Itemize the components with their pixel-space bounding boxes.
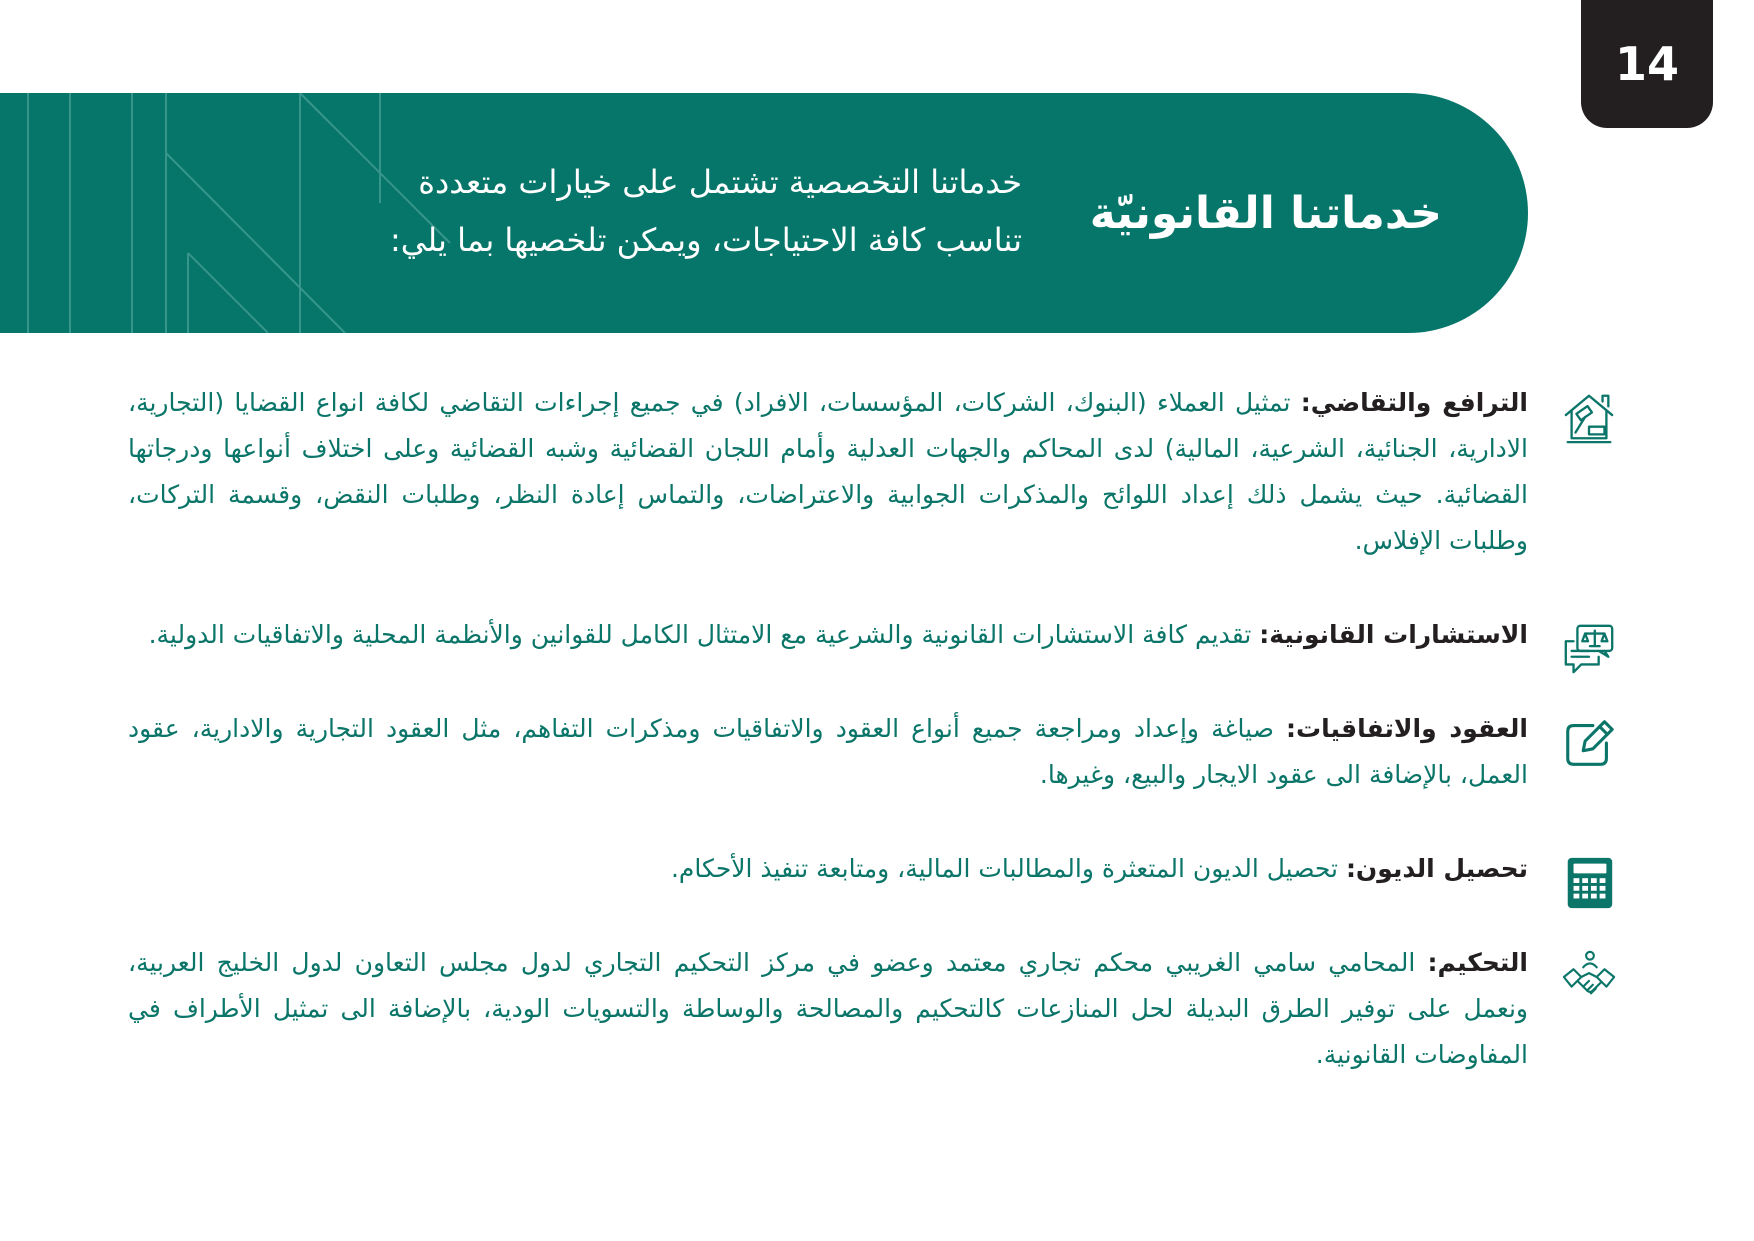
banner-title: خدماتنا القانونيّة — [1089, 187, 1442, 239]
services-list — [128, 380, 1618, 1078]
service-text — [128, 706, 1528, 798]
header-banner — [0, 93, 1528, 333]
service-label: الترافع والتقاضي: — [1300, 388, 1528, 417]
service-label: الاستشارات القانونية: — [1259, 620, 1528, 649]
subtitle-line-1: خدماتنا التخصصية تشتمل على خيارات متعددة — [418, 163, 1022, 201]
service-text — [128, 612, 1528, 658]
service-description: تمثيل العملاء (البنوك، الشركات، المؤسسات، الافراد) في جميع إجراءات التقاضي لكافة انواع القضايا (التجارية، الادارية، الجنائية، الشرعية، المالية) لدى المحاكم والجهات العدلية وأمام اللجان القضائية وشبه القضائية وعلى اختلاف أنواعها ودرجاتها القضائية. حيث يشمل ذلك إعداد اللوائح والمذكرات الجوابية والاعتراضات، والتماس إعادة النظر، وطلبات النقض، وقسمة التركات، وطلبات الإفلاس. — [128, 388, 1528, 555]
service-description: صياغة وإعداد ومراجعة جميع أنواع العقود والاتفاقيات ومذكرات التفاهم، مثل العقود التجارية والادارية، عقود العمل، بالإضافة الى عقود الايجار والبيع، وغيرها. — [128, 714, 1528, 789]
page-number: 14 — [1581, 0, 1713, 128]
service-text — [128, 846, 1528, 892]
service-text — [128, 940, 1528, 1078]
service-contracts — [128, 706, 1618, 798]
service-litigation — [128, 380, 1618, 564]
edit-pen-icon — [1560, 714, 1618, 772]
service-arbitration — [128, 940, 1618, 1078]
calculator-icon — [1560, 854, 1618, 912]
service-description: تحصيل الديون المتعثرة والمطالبات المالية، ومتابعة تنفيذ الأحكام. — [670, 854, 1346, 883]
service-text — [128, 380, 1528, 564]
service-description: تقديم كافة الاستشارات القانونية والشرعية مع الامتثال الكامل للقوانين والأنظمة المحلية والاتفاقيات الدولية. — [148, 620, 1260, 649]
banner-subtitle — [262, 153, 1022, 269]
service-debt-collection — [128, 846, 1618, 892]
service-label: تحصيل الديون: — [1345, 854, 1528, 883]
gavel-house-icon — [1560, 388, 1618, 446]
service-consultations — [128, 612, 1618, 658]
service-description: المحامي سامي الغريبي محكم تجاري معتمد وعضو في مركز التحكيم التجاري لدول مجلس التعاون لدول الخليج العربية، ونعمل على توفير الطرق البديلة لحل المنازعات كالتحكيم والمصالحة والوساطة والتسويات الودية، بالإضافة الى تمثيل الأطراف في المفاوضات القانونية. — [128, 948, 1528, 1069]
service-label: التحكيم: — [1427, 948, 1528, 977]
subtitle-line-2: تناسب كافة الاحتياجات، ويمكن تلخصيها بما يلي: — [389, 221, 1022, 259]
handshake-icon — [1560, 948, 1618, 1006]
scales-chat-icon — [1560, 620, 1618, 678]
service-label: العقود والاتفاقيات: — [1286, 714, 1528, 743]
